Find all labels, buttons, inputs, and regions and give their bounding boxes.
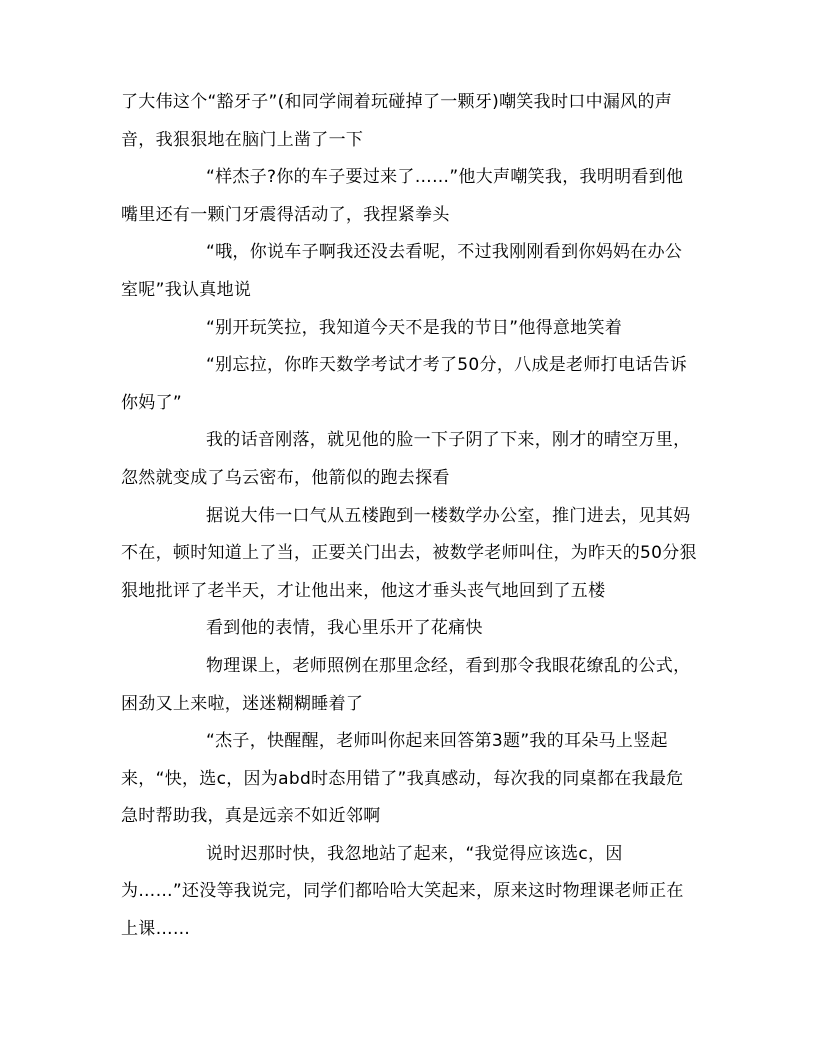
paragraph-3: “哦，你说车子啊我还没去看呢，不过我刚刚看到你妈妈在办公室呢”我认真地说	[121, 242, 683, 300]
paragraph-1: 了大伟这个“豁牙子”(和同学闹着玩碰掉了一颗牙)嘲笑我时口中漏风的声音，我狠狠地在脑门上凿了一下	[121, 92, 673, 150]
paragraph-7: 据说大伟一口气从五楼跑到一楼数学办公室，推门进去，见其妈不在，顿时知道上了当，正要关门出去，被数学老师叫住，为昨天的50分狠狠地批评了老半天，才让他出来，他这才垂头丧气地回到了五楼	[121, 505, 697, 601]
paragraph-9: 物理课上，老师照例在那里念经，看到那令我眼花缭乱的公式，困劲又上来啦，迷迷糊糊睡着了	[121, 655, 691, 714]
paragraph-10: “杰子，快醒醒，老师叫你起来回答第3题”我的耳朵马上竖起来，“快，选c，因为abd时态用错了”我真感动，每次我的同桌都在我最危急时帮助我，真是远亲不如近邻啊	[121, 731, 684, 827]
paragraph-4: “别开玩笑拉，我知道今天不是我的节日”他得意地笑着	[206, 317, 623, 338]
paragraph-2: “样杰子?你的车子要过来了……”他大声嘲笑我，我明明看到他嘴里还有一颗门牙震得活动了，我捏紧拳头	[121, 167, 684, 225]
paragraph-5: “别忘拉，你昨天数学考试才考了50分，八成是老师打电话告诉你妈了”	[121, 355, 688, 413]
paragraph-8: 看到他的表情，我心里乐开了花痛快	[206, 618, 483, 639]
paragraph-11: 说时迟那时快，我忽地站了起来，“我觉得应该选c，因为……”还没等我说完，同学们都哈哈大笑起来，原来这时物理课老师正在上课……	[121, 843, 684, 940]
paragraph-6: 我的话音刚落，就见他的脸一下子阴了下来，刚才的晴空万里，忽然就变成了乌云密布，他箭似的跑去探看	[121, 430, 691, 488]
document-body	[121, 84, 697, 949]
